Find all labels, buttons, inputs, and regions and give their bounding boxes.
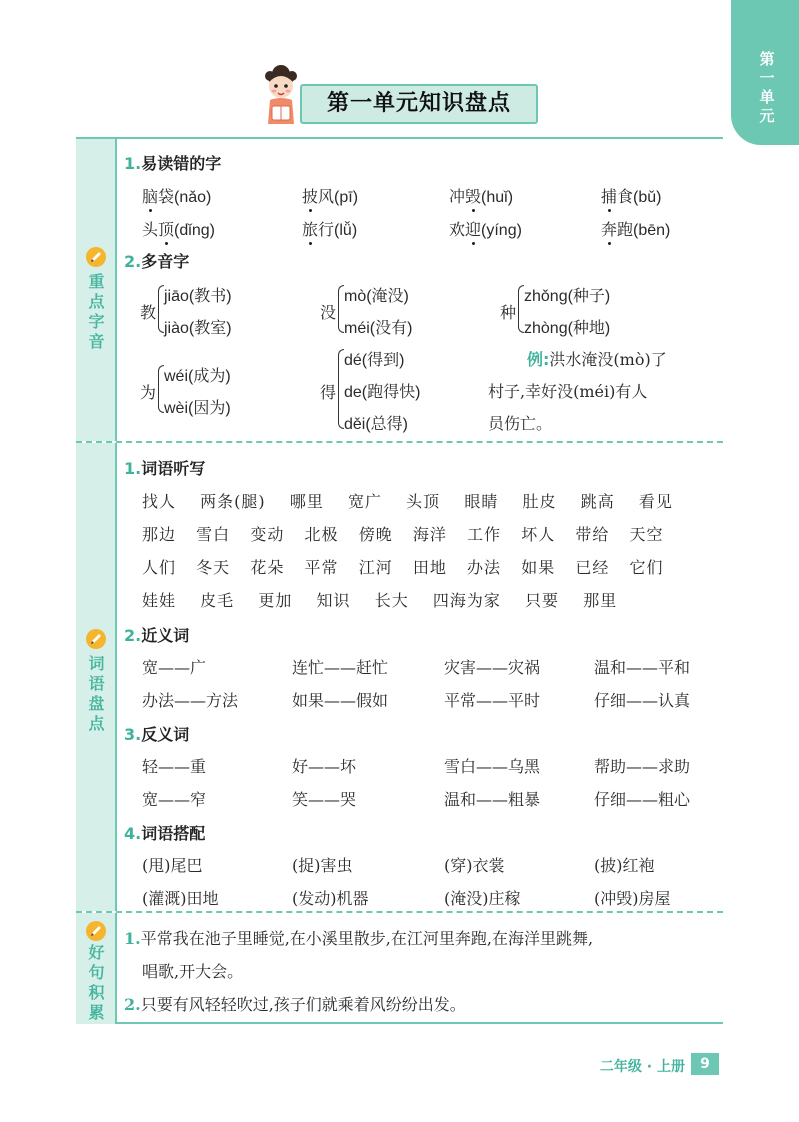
poly-reading: mò(淹没) xyxy=(344,288,409,305)
sentence-number: 2. xyxy=(124,995,141,1014)
synonym-pair: 如果——假如 xyxy=(292,691,389,710)
subheading xyxy=(124,722,189,745)
poly-reading: zhǒng(种子) xyxy=(524,288,611,305)
word-item: 冲毁(huǐ) xyxy=(449,184,513,207)
dictation-row: 人们 冬天 花朵 平常 江河 田地 办法 如果 已经 它们 xyxy=(142,558,664,577)
section-label-char: 点 xyxy=(88,292,105,311)
antonym-pair: 帮助——求助 xyxy=(594,757,691,776)
poly-reading: wèi(因为) xyxy=(164,400,231,417)
synonym-pair: 办法——方法 xyxy=(142,691,239,710)
unit-tab-char: 第 xyxy=(759,50,775,68)
example-key: 例: xyxy=(527,350,550,369)
sentence xyxy=(124,926,593,949)
sentence-text: 平常我在池子里睡觉,在小溪里散步,在江河里奔跑,在海洋里跳舞, xyxy=(140,929,594,948)
subheading xyxy=(124,623,189,646)
pencil-icon xyxy=(86,921,106,941)
dictation-row: 娃娃 皮毛 更加 知识 长大 四海为家 只要 那里 xyxy=(142,591,618,610)
collocation: (发动)机器 xyxy=(292,889,369,908)
subheading-number: 2. xyxy=(124,252,142,271)
example-line: 村子,幸好没(méi)有人 xyxy=(488,382,648,401)
collocation: (披)红袍 xyxy=(594,856,655,875)
example-line: 员伤亡。 xyxy=(488,414,553,433)
word-item: 头顶(dǐng) xyxy=(142,217,215,240)
subheading-number: 3. xyxy=(124,725,142,744)
sentence-number: 1. xyxy=(124,929,141,948)
collocation: (淹没)庄稼 xyxy=(444,889,521,908)
antonym-pair: 笑——哭 xyxy=(292,790,357,809)
example-line xyxy=(527,347,667,370)
section-label-char: 点 xyxy=(88,714,105,733)
poly-reading: de(跑得快) xyxy=(344,384,421,401)
word-item: 脑袋(nǎo) xyxy=(142,184,211,207)
subheading-text: 词语搭配 xyxy=(141,824,206,843)
dictation-row: 找人 两条(腿) 哪里 宽广 头顶 眼睛 肚皮 跳高 看见 xyxy=(142,492,673,511)
subheading xyxy=(124,151,221,174)
section-good-sentences xyxy=(76,913,723,1024)
sentence xyxy=(124,992,466,1015)
antonym-pair: 温和——粗暴 xyxy=(444,790,541,809)
page-header xyxy=(258,62,548,132)
knowledge-frame xyxy=(76,137,723,1024)
section-label-char: 语 xyxy=(88,674,105,693)
collocation: (灌溉)田地 xyxy=(142,889,219,908)
word-item: 捕食(bǔ) xyxy=(601,184,661,207)
subheading-text: 近义词 xyxy=(141,626,190,645)
unit-tab-char: 元 xyxy=(759,107,775,125)
page-title: 第一单元知识盘点 xyxy=(300,84,538,124)
word-item: 旅行(lǚ) xyxy=(302,217,357,240)
collocation: (捉)害虫 xyxy=(292,856,353,875)
synonym-pair: 灾害——灾祸 xyxy=(444,658,541,677)
subheading-text: 词语听写 xyxy=(141,459,206,478)
subheading-text: 易读错的字 xyxy=(141,154,222,173)
word-item: 披风(pī) xyxy=(302,184,358,207)
page-number: 9 xyxy=(691,1053,719,1075)
sentence-text: 只要有风轻轻吹过,孩子们就乘着风纷纷出发。 xyxy=(140,995,466,1014)
collocation: (甩)尾巴 xyxy=(142,856,203,875)
section-label-char: 好 xyxy=(88,943,105,962)
synonym-pair: 平常——平时 xyxy=(444,691,541,710)
subheading-number: 1. xyxy=(124,154,142,173)
poly-char: 教 xyxy=(140,303,157,322)
poly-reading: zhòng(种地) xyxy=(524,320,611,337)
section-content xyxy=(124,443,723,911)
section-label-char: 词 xyxy=(88,654,105,673)
subheading xyxy=(124,249,189,272)
section-content xyxy=(124,913,723,1024)
subheading-number: 1. xyxy=(124,459,142,478)
poly-char: 为 xyxy=(140,383,157,402)
section-label-char: 句 xyxy=(88,963,105,982)
unit-tab xyxy=(731,0,799,145)
unit-tab-char: 单 xyxy=(759,88,775,106)
section-label-char: 盘 xyxy=(88,694,105,713)
subheading xyxy=(124,456,205,479)
section-content xyxy=(124,139,723,441)
example-text: 洪水淹没(mò)了 xyxy=(549,350,667,369)
poly-reading: jiào(教室) xyxy=(164,320,232,337)
subheading-text: 多音字 xyxy=(141,252,190,271)
girl-mascot-icon xyxy=(258,62,304,126)
poly-reading: děi(总得) xyxy=(344,416,409,433)
antonym-pair: 仔细——粗心 xyxy=(594,790,691,809)
grade-label: 二年级 · 上册 xyxy=(599,1059,685,1075)
word-item: 奔跑(bēn) xyxy=(601,217,670,240)
subheading xyxy=(124,821,205,844)
synonym-pair: 宽——广 xyxy=(142,658,207,677)
section-label-char: 重 xyxy=(88,272,105,291)
dictation-row: 那边 雪白 变动 北极 傍晚 海洋 工作 坏人 带给 天空 xyxy=(142,525,664,544)
subheading-number: 2. xyxy=(124,626,142,645)
subheading-number: 4. xyxy=(124,824,142,843)
synonym-pair: 温和——平和 xyxy=(594,658,691,677)
section-vocabulary xyxy=(76,443,723,913)
section-label-char: 累 xyxy=(88,1003,105,1022)
antonym-pair: 宽——窄 xyxy=(142,790,207,809)
poly-reading: méi(没有) xyxy=(344,320,413,337)
poly-char: 种 xyxy=(500,303,517,322)
collocation: (穿)衣裳 xyxy=(444,856,505,875)
section-sidebar xyxy=(76,913,117,1024)
section-sidebar xyxy=(76,139,117,441)
antonym-pair: 好——坏 xyxy=(292,757,357,776)
poly-reading: jiāo(教书) xyxy=(164,288,232,305)
synonym-pair: 连忙——赶忙 xyxy=(292,658,389,677)
section-sidebar xyxy=(76,443,117,911)
unit-tab-char: 一 xyxy=(759,69,775,87)
word-item: 欢迎(yíng) xyxy=(449,217,522,240)
poly-reading: dé(得到) xyxy=(344,352,405,369)
subheading-text: 反义词 xyxy=(141,725,190,744)
sentence-continuation: 唱歌,开大会。 xyxy=(142,962,244,981)
pencil-icon xyxy=(86,629,106,649)
antonym-pair: 轻——重 xyxy=(142,757,207,776)
synonym-pair: 仔细——认真 xyxy=(594,691,691,710)
poly-reading: wéi(成为) xyxy=(164,368,231,385)
section-label-char: 音 xyxy=(88,332,105,351)
poly-char: 得 xyxy=(320,383,337,402)
pencil-icon xyxy=(86,247,106,267)
collocation: (冲毁)房屋 xyxy=(594,889,671,908)
antonym-pair: 雪白——乌黑 xyxy=(444,757,541,776)
section-label-char: 积 xyxy=(88,983,105,1002)
section-key-pronunciation xyxy=(76,139,723,443)
section-label-char: 字 xyxy=(88,312,105,331)
poly-char: 没 xyxy=(320,303,337,322)
